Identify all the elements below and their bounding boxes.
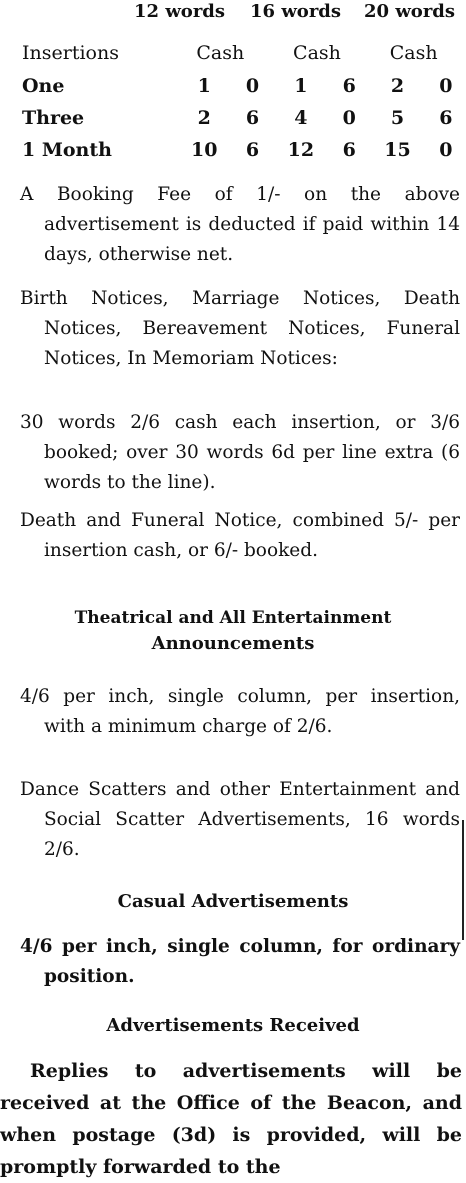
cell: 6 — [245, 107, 260, 129]
row-label: One — [22, 75, 65, 97]
cell: 15 — [384, 139, 411, 161]
theatrical-rate-paragraph: 4/6 per inch, single column, per insertion, with a minimum charge of 2/6. — [20, 686, 460, 737]
table-row — [22, 70, 462, 102]
cell: 5 — [390, 107, 405, 129]
casual-heading: Casual Advertisements — [117, 891, 349, 912]
cell: 0 — [342, 107, 356, 129]
cell: 6 — [342, 75, 356, 97]
death-funeral-paragraph: Death and Funeral Notice, combined 5/- per insertion cash, or 6/- booked. — [20, 510, 460, 561]
dance-scatters-paragraph: Dance Scatters and other Entertainment and Social Scatter Advertisements, 16 words 2/6. — [20, 779, 460, 860]
rates-table — [22, 36, 462, 166]
notices-paragraph: Birth Notices, Marriage Notices, Death Notices, Bereavement Notices, Funeral Notices, In Memoriam Notices: — [20, 288, 460, 369]
col-insertions: Insertions — [22, 42, 119, 64]
word-header-20: 20 words — [364, 1, 456, 22]
row-label: 1 Month — [22, 139, 112, 161]
cell: 0 — [439, 139, 453, 161]
col-cash-20: Cash — [389, 42, 438, 64]
booking-fee-paragraph: A Booking Fee of 1/- on the above advertisement is deducted if paid within 14 days, otherwise net. — [20, 184, 460, 265]
cell: 6 — [439, 107, 453, 129]
cell: 2 — [390, 75, 405, 97]
table-row — [22, 102, 462, 134]
cell: 0 — [439, 75, 453, 97]
word-header-16: 16 words — [250, 1, 342, 22]
row-label: Three — [22, 107, 85, 129]
theatrical-heading-line2: Announcements — [151, 633, 315, 654]
cell: 12 — [287, 139, 315, 161]
cell: 2 — [197, 107, 211, 129]
cell: 10 — [190, 139, 218, 161]
word-header-12: 12 words — [134, 1, 226, 22]
cell: 0 — [245, 75, 260, 97]
cell: 1 — [294, 75, 308, 97]
cell: 6 — [245, 139, 260, 161]
column-rule — [462, 820, 464, 940]
table-header-row — [22, 36, 462, 70]
theatrical-heading-line1: Theatrical and All Entertainment — [74, 608, 392, 628]
notice-rate-paragraph: 30 words 2/6 cash each insertion, or 3/6 booked; over 30 words 6d per line extra (6 words to the line). — [20, 412, 460, 493]
col-cash-12: Cash — [196, 42, 245, 64]
received-heading: Advertisements Received — [106, 1015, 360, 1036]
word-count-headers — [0, 0, 466, 30]
cell: 6 — [342, 139, 356, 161]
casual-rate-paragraph: 4/6 per inch, single column, for ordinary position. — [20, 936, 460, 987]
replies-paragraph: Replies to advertisements will be received at the Office of the Beacon, and when postage (3d) is provided, will be promptly forwarded to the — [0, 1060, 462, 1178]
cell: 4 — [294, 107, 308, 129]
cell: 1 — [197, 75, 211, 97]
table-row — [22, 134, 462, 166]
col-cash-16: Cash — [293, 42, 341, 64]
